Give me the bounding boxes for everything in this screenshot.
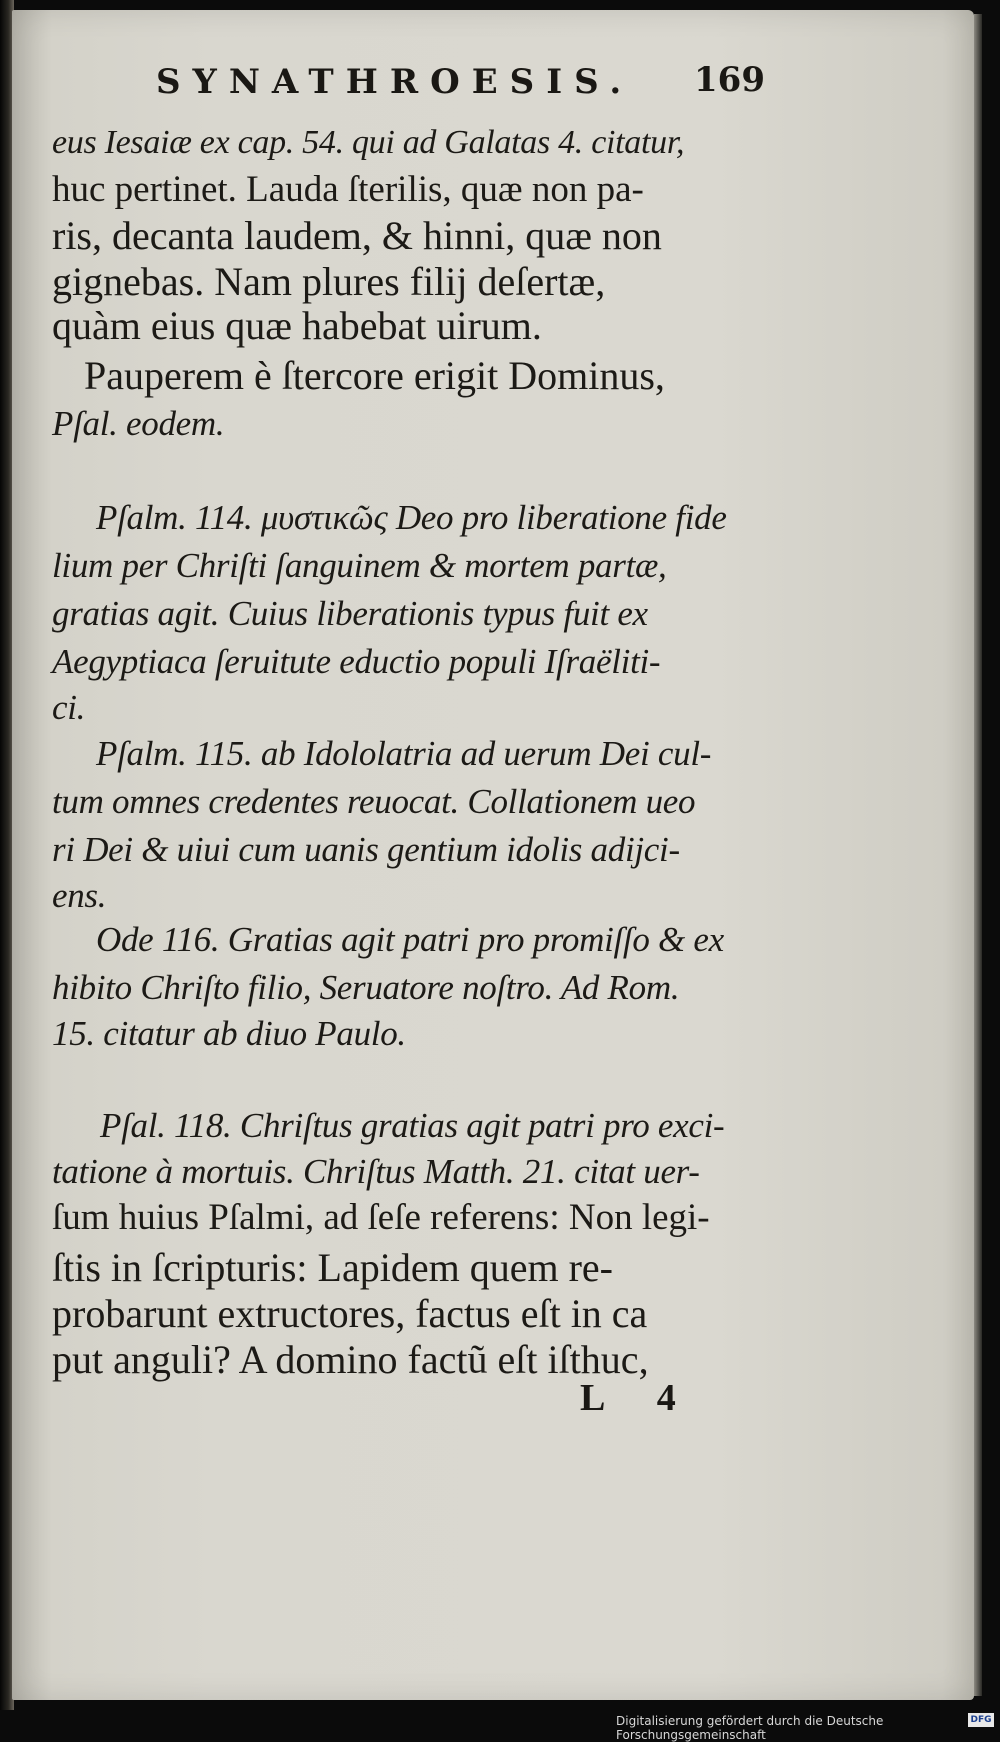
text-line: Pſalm. 115. ab Idololatria ad uerum Dei cul-	[96, 734, 712, 773]
text-line: lium per Chriſti ſanguinem & mortem partæ,	[52, 546, 667, 585]
book-page	[12, 10, 974, 1700]
text-line: gratias agit. Cuius liberationis typus fuit ex	[52, 594, 648, 633]
text-line: Ode 116. Gratias agit patri pro promiſſo & ex	[96, 920, 724, 959]
text-line: tatione à mortuis. Chriſtus Matth. 21. citat uer-	[52, 1152, 700, 1191]
signature-mark: L 4	[580, 1377, 698, 1419]
text-line: Pſal. 118. Chriſtus gratias agit patri pro exci-	[100, 1106, 725, 1145]
text-line: Pſal. eodem.	[52, 404, 225, 443]
text-line: gignebas. Nam plures filij deſertæ,	[52, 259, 606, 304]
text-line: Pſalm. 114. μυστικῶς Deo pro liberatione fide	[96, 498, 727, 537]
text-line: hibito Chriſto filio, Seruatore noſtro. Ad Rom.	[52, 968, 680, 1007]
text-line: probarunt extructores, factus eſt in ca	[52, 1291, 648, 1336]
dfg-logo: DFG	[968, 1713, 994, 1727]
text-line: 15. citatur ab diuo Paulo.	[52, 1014, 406, 1053]
text-line: ens.	[52, 876, 107, 915]
page-edge	[974, 14, 982, 1696]
text-line: ſum huius Pſalmi, ad ſeſe referens: Non legi-	[52, 1197, 710, 1238]
text-line: huc pertinet. Lauda ſterilis, quæ non pa-	[52, 169, 644, 210]
text-line: tum omnes credentes reuocat. Collationem ueo	[52, 782, 696, 821]
running-head: SYNATHROESIS.	[156, 62, 634, 102]
text-line: Pauperem è ſtercore erigit Dominus,	[84, 353, 665, 398]
text-line: ri Dei & uiui cum uanis gentium idolis adijci-	[52, 830, 680, 869]
text-line: Aegyptiaca ſeruitute eductio populi Iſraëliti-	[52, 642, 661, 681]
text-line: quàm eius quæ habebat uirum.	[52, 303, 542, 348]
text-line: eus Iesaiæ ex cap. 54. qui ad Galatas 4. citatur,	[52, 124, 685, 161]
text-line: ſtis in ſcripturis: Lapidem quem re-	[52, 1245, 613, 1290]
text-line: ris, decanta laudem, & hinni, quæ non	[52, 213, 662, 258]
digitization-credit: Digitalisierung gefördert durch die Deutsche Forschungsgemeinschaft	[616, 1714, 884, 1742]
text-line: put anguli? A domino factũ eſt iſthuc,	[52, 1337, 649, 1382]
page-number: 169	[694, 60, 765, 100]
text-line: ci.	[52, 688, 86, 727]
